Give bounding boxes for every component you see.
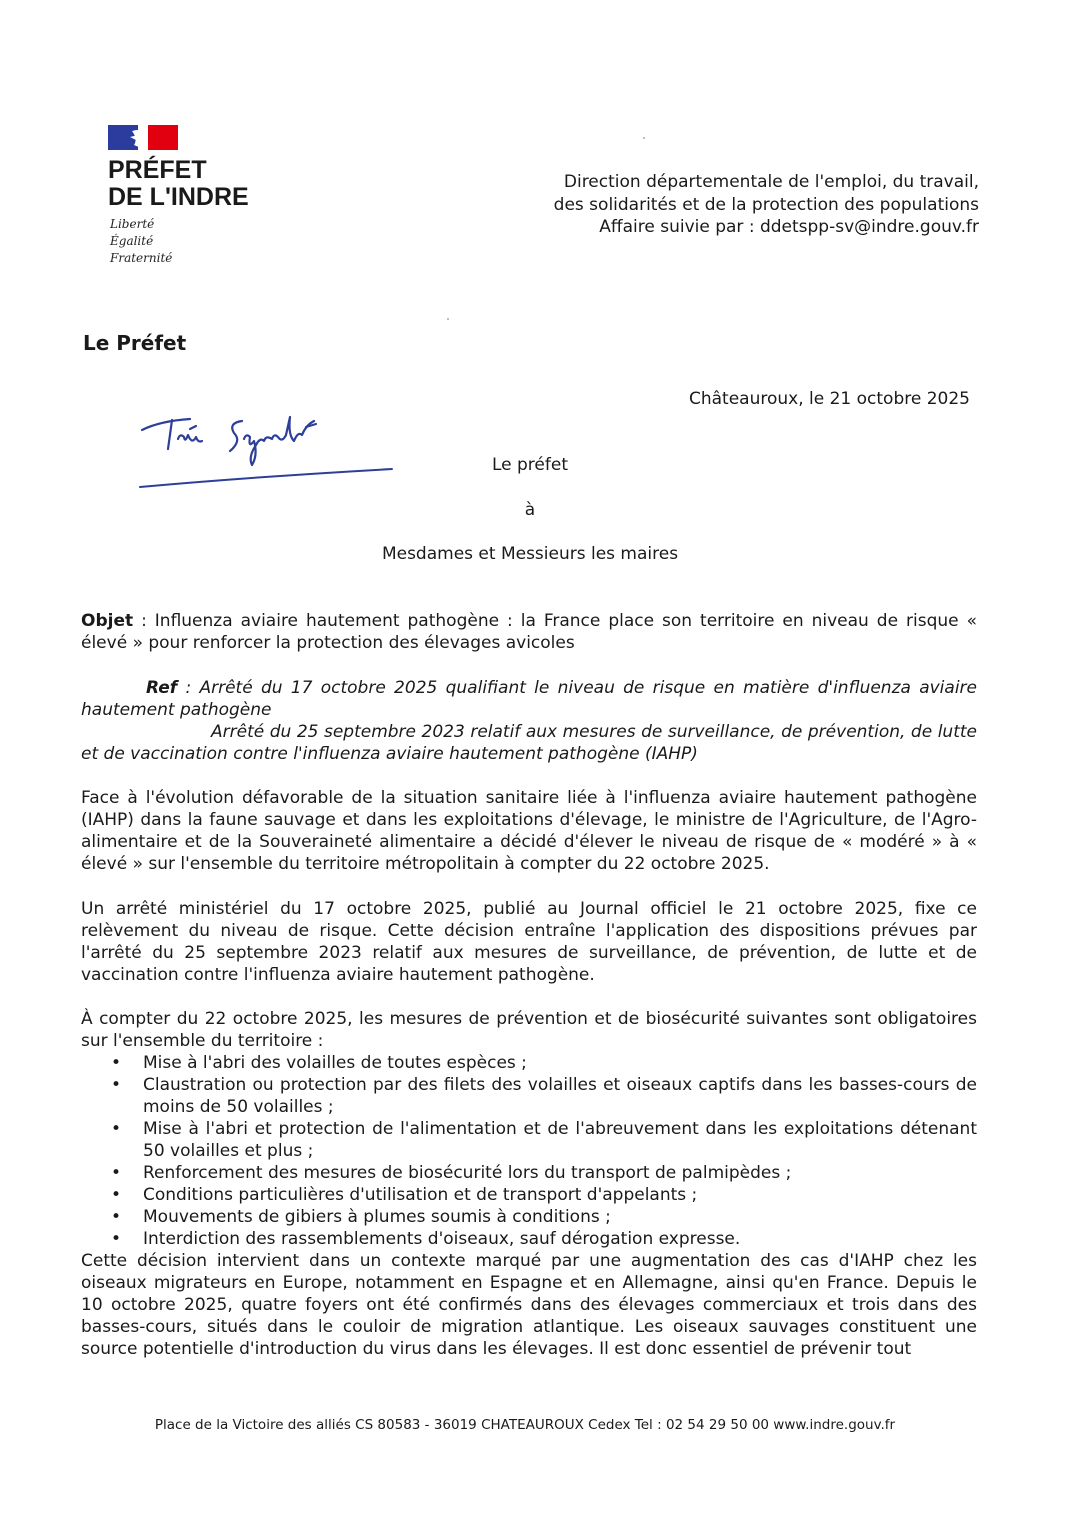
list-item: • Mise à l'abri et protection de l'alimentation et de l'abreuvement dans les exploitations détenant 50 volailles et plus ;	[81, 1118, 977, 1162]
list-item: • Claustration ou protection par des filets des volailles et oiseaux captifs dans les basses-cours de moins de 50 volailles ;	[81, 1074, 977, 1118]
ref-line-1: Arrêté du 17 octobre 2025 qualifiant le niveau de risque en matière d'influenza aviaire hautement pathogène	[81, 678, 977, 720]
paragraph-1: Face à l'évolution défavorable de la situation sanitaire liée à l'influenza aviaire hautement pathogène (IAHP) dans la faune sauvage et dans les exploitations d'élevage, le ministre de l'Agriculture, de l'Agro-alimentaire et de la Souveraineté alimentaire a décidé d'élever le niveau de risque de « modéré » à « élevé » sur l'ensemble du territoire métropolitain à compter du 22 octobre 2025.	[81, 788, 977, 874]
republic-motto	[110, 216, 172, 267]
objet-label: Objet	[81, 611, 134, 631]
address-from: Le préfet	[491, 455, 568, 475]
affaire-suivie-line: Affaire suivie par : ddetspp-sv@indre.gouv.fr	[599, 217, 979, 237]
paragraph-2: Un arrêté ministériel du 17 octobre 2025, publié au Journal officiel le 21 octobre 2025, fixe ce relèvement du niveau de risque. Cette décision entraîne l'application des dispositions prévues par l'arrêté du 25 septembre 2023 relatif aux mesures de surveillance, de prévention, de lutte et de vaccination contre l'influenza aviaire hautement pathogène.	[81, 899, 977, 985]
motto-fraternite: Fraternité	[110, 251, 173, 265]
prefecture-name	[108, 157, 249, 211]
handwritten-annotation-icon	[130, 405, 400, 500]
motto-liberte: Liberté	[110, 217, 155, 231]
ref-sep: :	[177, 678, 192, 698]
direction-line: Direction départementale de l'emploi, du travail,	[563, 172, 979, 192]
list-item: • Conditions particulières d'utilisation et de transport d'appelants ;	[81, 1184, 977, 1206]
objet-paragraph	[81, 610, 977, 654]
prefecture-name-line: DE L'INDRE	[108, 183, 249, 211]
list-item: • Renforcement des mesures de biosécurité lors du transport de palmipèdes ;	[81, 1162, 977, 1184]
direction-line: des solidarités et de la protection des populations	[553, 194, 979, 215]
ref-block	[81, 677, 977, 765]
address-recipient: Mesdames et Messieurs les maires	[381, 544, 679, 564]
motto-egalite: Égalité	[110, 234, 154, 248]
direction-header	[554, 171, 979, 239]
address-to-word: à	[524, 500, 536, 520]
footer-address: Place de la Victoire des alliés CS 80583 - 36019 CHATEAUROUX Cedex Tel : 02 54 29 50 00 www.indre.gouv.fr	[154, 1417, 896, 1433]
prefecture-name-line: PRÉFET	[108, 156, 207, 184]
list-item: • Mise à l'abri des volailles de toutes espèces ;	[81, 1052, 977, 1074]
objet-text: : Influenza aviaire hautement pathogène : la France place son territoire en niveau de risque « élevé » pour renforcer la protection des élevages avicoles	[81, 611, 977, 653]
paragraph-4: Cette décision intervient dans un contexte marqué par une augmentation des cas d'IAHP chez les oiseaux migrateurs en Europe, notamment en Espagne et en Allemagne, ainsi qu'en France. Depuis le 10 octobre 2025, quatre foyers ont été confirmés dans des élevages commerciaux et trois dans des basses-cours, situés dans le couloir de migration atlantique. Les oiseaux sauvages constituent une source potentielle d'introduction du virus dans les élevages. Il est donc essentiel de prévenir tout	[81, 1251, 977, 1359]
scan-speck	[643, 137, 645, 139]
scan-speck	[447, 318, 449, 320]
marianne-flag-icon	[108, 125, 178, 150]
measures-intro: À compter du 22 octobre 2025, les mesures de prévention et de biosécurité suivantes sont obligatoires sur l'ensemble du territoire :	[81, 1009, 977, 1051]
measures-list	[81, 1052, 977, 1250]
list-item: • Interdiction des rassemblements d'oiseaux, sauf dérogation expresse.	[81, 1228, 977, 1250]
measures-section	[81, 1008, 977, 1360]
ref-label: Ref	[146, 678, 178, 698]
ref-line-2: Arrêté du 25 septembre 2023 relatif aux mesures de surveillance, de prévention, de lutte et de vaccination contre l'influenza aviaire hautement pathogène (IAHP)	[81, 722, 977, 764]
date-line: Châteauroux, le 21 octobre 2025	[688, 389, 970, 409]
sender-title: Le Préfet	[83, 331, 187, 355]
list-item: • Mouvements de gibiers à plumes soumis à conditions ;	[81, 1206, 977, 1228]
